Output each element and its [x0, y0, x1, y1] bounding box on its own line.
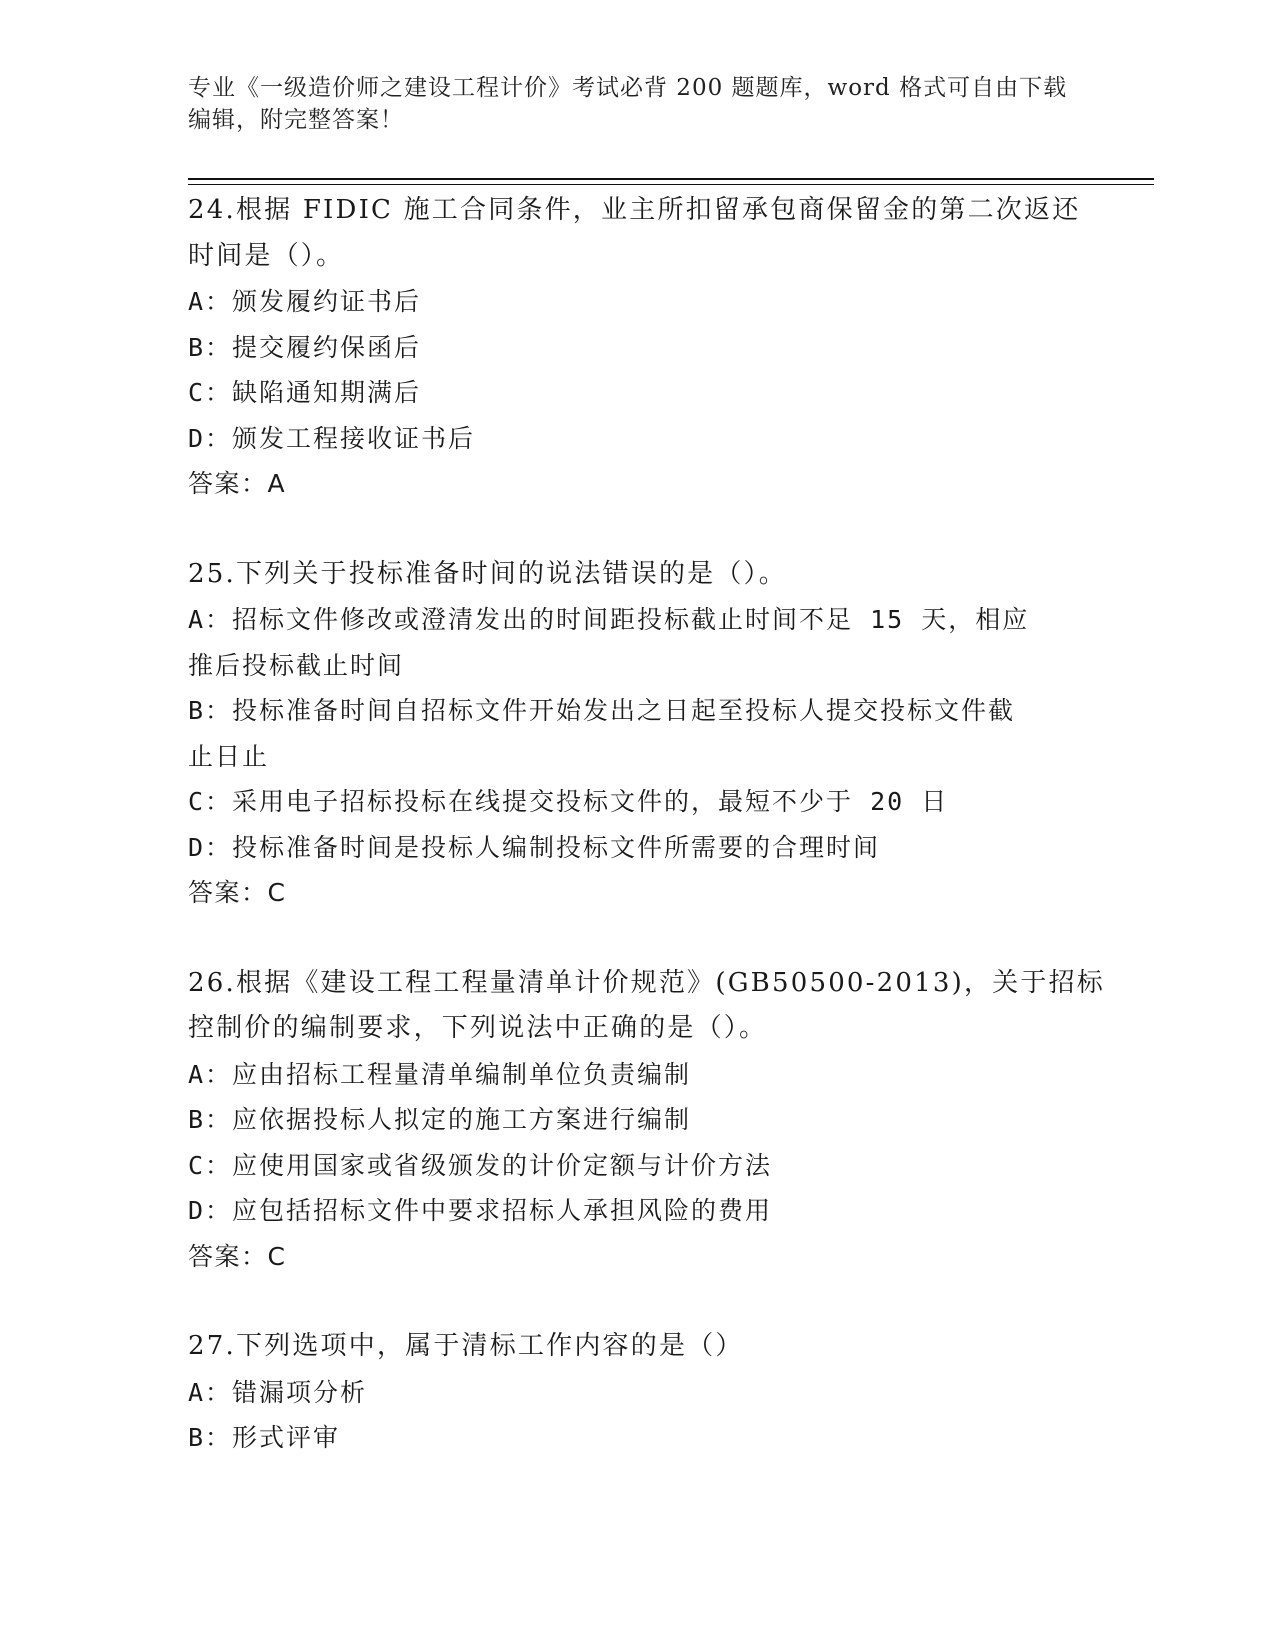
option-a: A：错漏项分析 [188, 1377, 368, 1407]
question-list [188, 188, 1105, 1506]
option-d: D：应包括招标文件中要求招标人承担风险的费用 [188, 1196, 773, 1225]
option-b: B：提交履约保函后 [188, 332, 422, 362]
option-a: A：应由招标工程量清单编制单位负责编制 [188, 1059, 692, 1089]
option-c: C：应使用国家或省级颁发的计价定额与计价方法 [188, 1150, 773, 1180]
question-stem-line: 26.根据《建设工程工程量清单计价规范》(GB50500-2013)，关于招标 [188, 967, 1105, 998]
option-a: A：颁发履约证书后 [188, 287, 422, 316]
answer-label: 答案：C [188, 878, 287, 907]
option-b-continued: 止日止 [188, 741, 270, 771]
question-25 [188, 552, 1088, 916]
header-divider-thin [188, 184, 1154, 185]
answer-label: 答案：C [188, 1241, 287, 1271]
question-stem-line: 27.下列选项中，属于清标工作内容的是（） [188, 1331, 744, 1361]
question-stem-line: 控制价的编制要求，下列说法中正确的是（）。 [188, 1013, 768, 1043]
header-divider-thick [188, 178, 1154, 180]
question-stem-line: 24.根据 FIDIC 施工合同条件，业主所扣留承包商保留金的第二次返还 [188, 195, 1081, 225]
answer-label: 答案：A [188, 469, 287, 498]
header-line-1: 专业《一级造价师之建设工程计价》考试必背 200 题题库，word 格式可自由下载 [188, 75, 1068, 101]
option-a: A：招标文件修改或澄清发出的时间距投标截止时间不足 15 天，相应 [188, 605, 1030, 634]
question-27 [188, 1324, 1088, 1461]
question-stem-line: 时间是（）。 [188, 240, 345, 271]
option-d: D：颁发工程接收证书后 [188, 423, 476, 453]
header-line-2: 编辑，附完整答案！ [188, 107, 404, 133]
document-header [188, 72, 1068, 136]
option-c: C：缺陷通知期满后 [188, 378, 422, 407]
question-stem-line: 25.下列关于投标准备时间的说法错误的是（）。 [188, 558, 787, 589]
question-24 [188, 188, 1088, 507]
option-a-continued: 推后投标截止时间 [188, 650, 405, 680]
option-b: B：应依据投标人拟定的施工方案进行编制 [188, 1105, 692, 1134]
option-b: B：投标准备时间自招标文件开始发出之日起至投标人提交投标文件截 [188, 696, 1016, 725]
option-b: B：形式评审 [188, 1423, 341, 1452]
option-c: C：采用电子招标投标在线提交投标文件的，最短不少于 20 日 [188, 787, 949, 816]
option-d: D：投标准备时间是投标人编制投标文件所需要的合理时间 [188, 832, 881, 862]
question-26 [188, 961, 1105, 1280]
